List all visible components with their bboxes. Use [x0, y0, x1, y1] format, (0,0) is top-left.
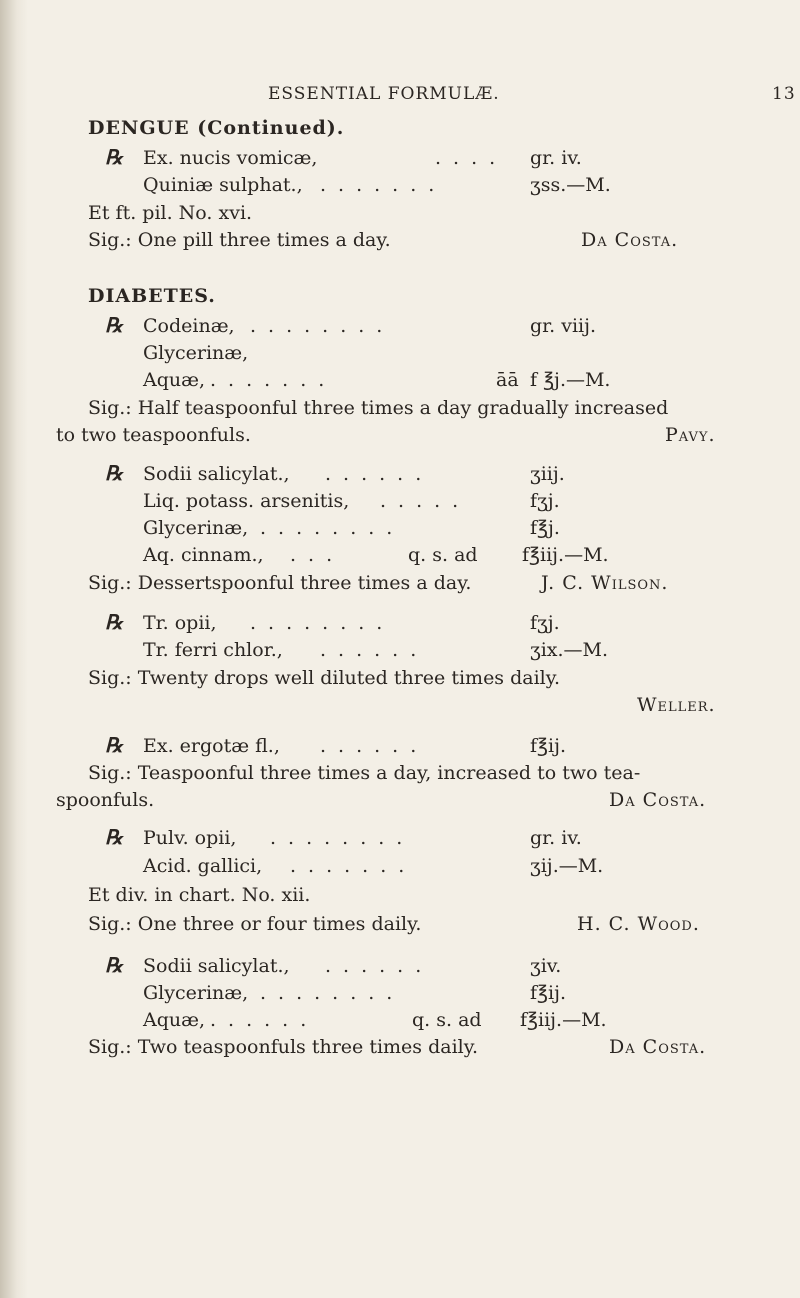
signa-line: Sig.: Half teaspoonful three times a day gradually increased — [88, 397, 669, 419]
quantity-modifier: q. s. ad — [408, 544, 478, 566]
signa-line: to two teaspoonfuls. — [56, 424, 251, 446]
author-attribution: Pavy. — [665, 424, 716, 446]
rx-symbol: ℞ — [105, 610, 123, 634]
rx-symbol: ℞ — [105, 145, 123, 169]
leader-dots: ........ — [260, 982, 405, 1004]
quantity: ʒij.—M. — [530, 855, 604, 877]
leader-dots: ........ — [260, 517, 405, 539]
author-attribution: H. C. Wood. — [577, 913, 700, 935]
leader-dots: ..... — [380, 490, 471, 512]
leader-dots: ...... — [325, 463, 434, 485]
section-title-dengue: DENGUE (Continued). — [88, 117, 345, 139]
ingredient: Tr. ferri chlor., — [143, 639, 283, 661]
quantity: gr. iv. — [530, 147, 582, 169]
rx-symbol: ℞ — [105, 733, 123, 757]
signa-line: Sig.: Dessertspoonful three times a day. — [88, 572, 472, 594]
ingredient: Glycerinæ, — [143, 982, 249, 1004]
ingredient: Sodii salicylat., — [143, 955, 290, 977]
signa-line: Sig.: Teaspoonful three times a day, increased to two tea- — [88, 762, 641, 784]
quantity: f ℥j.—M. — [530, 369, 611, 391]
leader-dots: ...... — [325, 955, 434, 977]
author-attribution: Da Costa. — [609, 789, 707, 811]
signa-line: Sig.: Twenty drops well diluted three times daily. — [88, 667, 560, 689]
quantity-modifier: āā — [496, 369, 519, 391]
leader-dots: ....... — [320, 174, 447, 196]
quantity: ʒiij. — [530, 463, 565, 485]
quantity: f℥ij. — [530, 982, 567, 1004]
ingredient: Liq. potass. arsenitis, — [143, 490, 350, 512]
quantity: gr. iv. — [530, 827, 582, 849]
rx-symbol: ℞ — [105, 461, 123, 485]
leader-dots: .... — [435, 147, 508, 169]
ingredient: Acid. gallici, — [143, 855, 263, 877]
quantity: ʒiv. — [530, 955, 562, 977]
ingredient: Aquæ, — [143, 1009, 206, 1031]
page-edge-shadow — [0, 0, 28, 1298]
page-number: 13 — [772, 84, 796, 104]
leader-dots: ... — [290, 544, 345, 566]
leader-dots: ...... — [320, 735, 429, 757]
ingredient: Codeinæ, — [143, 315, 235, 337]
signa-line: Sig.: Two teaspoonfuls three times daily. — [88, 1036, 478, 1058]
ingredient: Quiniæ sulphat., — [143, 174, 303, 196]
quantity: f℥iij.—M. — [520, 1009, 607, 1031]
quantity: ʒix.—M. — [530, 639, 609, 661]
rx-symbol: ℞ — [105, 313, 123, 337]
quantity: f℥iij.—M. — [522, 544, 609, 566]
leader-dots: ...... — [210, 1009, 319, 1031]
signa-line: Sig.: One three or four times daily. — [88, 913, 422, 935]
leader-dots: ........ — [250, 612, 395, 634]
section-title-diabetes: DIABETES. — [88, 285, 216, 307]
leader-dots: ....... — [210, 369, 337, 391]
ingredient: Aquæ, — [143, 369, 206, 391]
author-attribution: Weller. — [637, 694, 716, 716]
leader-dots: ........ — [250, 315, 395, 337]
author-attribution: Da Costa. — [609, 1036, 707, 1058]
leader-dots: ....... — [290, 855, 417, 877]
author-attribution: Da Costa. — [581, 229, 679, 251]
quantity: f℥ij. — [530, 735, 567, 757]
ingredient: Pulv. opii, — [143, 827, 237, 849]
rx-symbol: ℞ — [105, 825, 123, 849]
leader-dots: ...... — [320, 639, 429, 661]
quantity: fʒj. — [530, 612, 560, 634]
ingredient: Tr. opii, — [143, 612, 217, 634]
running-header: ESSENTIAL FORMULÆ. — [268, 84, 500, 104]
rx-symbol: ℞ — [105, 953, 123, 977]
ingredient: Aq. cinnam., — [143, 544, 264, 566]
author-attribution: J. C. Wilson. — [541, 572, 669, 594]
quantity: gr. viij. — [530, 315, 597, 337]
quantity: fʒj. — [530, 490, 560, 512]
ingredient: Sodii salicylat., — [143, 463, 290, 485]
quantity: ʒss.—M. — [530, 174, 611, 196]
ingredient: Glycerinæ, — [143, 517, 249, 539]
ingredient: Glycerinæ, — [143, 342, 249, 364]
signa-line: Sig.: One pill three times a day. — [88, 229, 391, 251]
ingredient: Ex. ergotæ fl., — [143, 735, 280, 757]
ingredient: Ex. nucis vomicæ, — [143, 147, 318, 169]
quantity-modifier: q. s. ad — [412, 1009, 482, 1031]
leader-dots: ........ — [270, 827, 415, 849]
quantity: f℥j. — [530, 517, 560, 539]
instruction-line: Et div. in chart. No. xii. — [88, 884, 311, 906]
signa-line: spoonfuls. — [56, 789, 155, 811]
instruction-line: Et ft. pil. No. xvi. — [88, 202, 253, 224]
